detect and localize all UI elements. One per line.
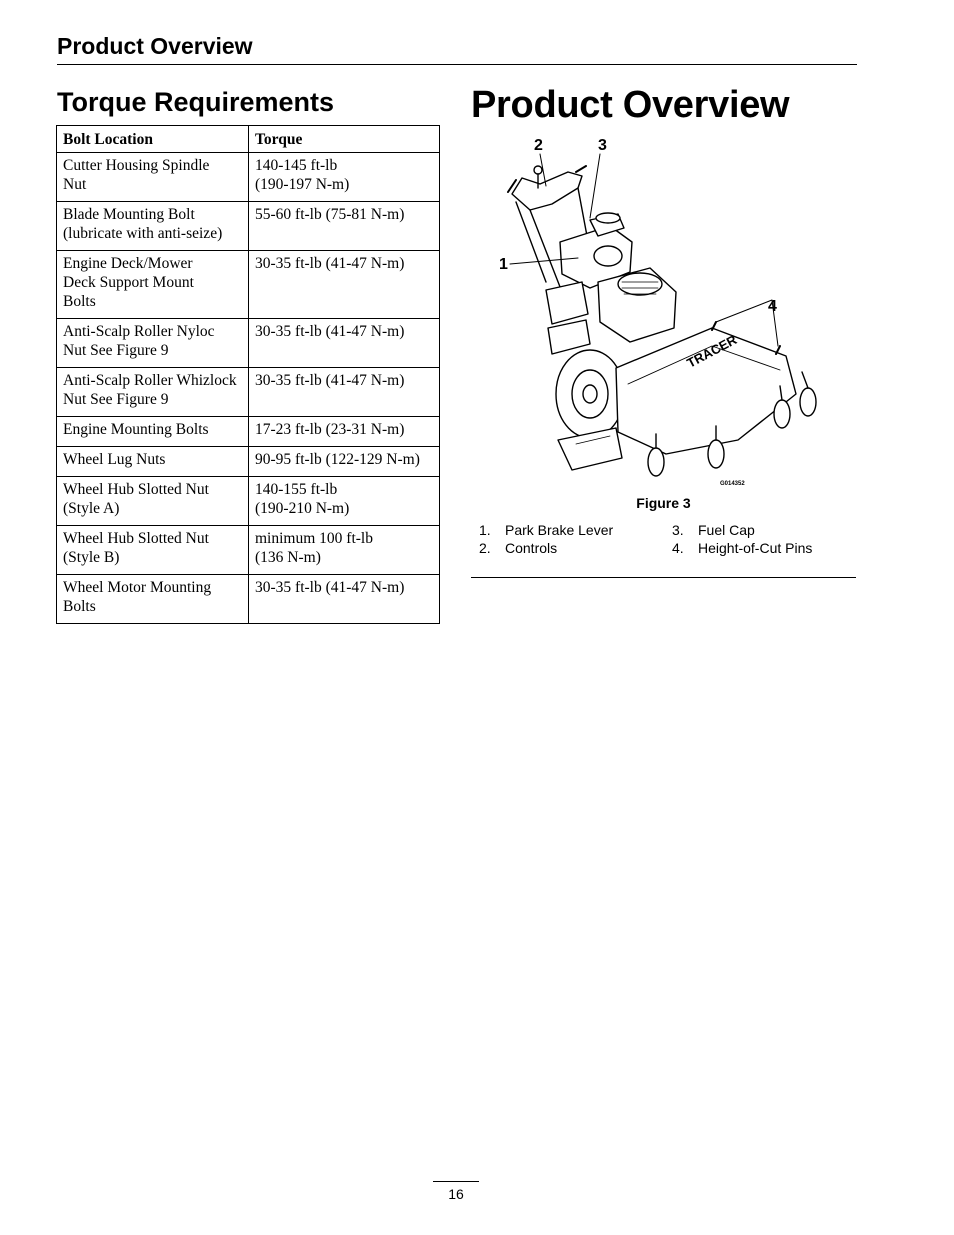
cell-line: Nut See Figure 9 <box>63 342 169 359</box>
product-overview-heading: Product Overview <box>471 84 790 126</box>
page-number: 16 <box>448 1186 464 1202</box>
table-row <box>57 368 440 417</box>
torque-requirements-heading: Torque Requirements <box>57 87 335 117</box>
legend-label-controls: Controls <box>505 540 558 556</box>
callout-2: 2 <box>534 137 543 154</box>
cell-line: 30-35 ft-lb (41-47 N-m) <box>255 579 405 596</box>
torque-table-body <box>57 153 440 624</box>
cell-line: (190-210 N-m) <box>255 500 350 517</box>
table-row <box>57 202 440 251</box>
cell-line: Wheel Hub Slotted Nut <box>63 530 209 547</box>
image-code: G014352 <box>720 481 745 487</box>
header-rule <box>57 64 857 65</box>
cell-line: (Style A) <box>63 500 120 517</box>
figure-rule <box>471 577 856 578</box>
svg-text:TRACER: TRACER <box>684 331 740 371</box>
torque-cell <box>249 526 440 575</box>
cell-line: Engine Mounting Bolts <box>63 421 209 438</box>
cell-line: 30-35 ft-lb (41-47 N-m) <box>255 323 405 340</box>
bolt-location-cell <box>57 368 249 417</box>
cell-line: Blade Mounting Bolt <box>63 206 195 223</box>
cell-line: (lubricate with anti-seize) <box>63 225 223 242</box>
cell-line: 17-23 ft-lb (23-31 N-m) <box>255 421 405 438</box>
cell-line: Bolts <box>63 293 96 310</box>
callout-1: 1 <box>499 256 508 273</box>
cell-line: 140-145 ft-lb <box>255 157 338 174</box>
cell-line: Nut See Figure 9 <box>63 391 169 408</box>
table-header-row <box>57 126 440 153</box>
cell-line: 55-60 ft-lb (75-81 N-m) <box>255 206 405 223</box>
table-row <box>57 526 440 575</box>
bolt-location-cell <box>57 526 249 575</box>
footer-rule <box>433 1181 479 1182</box>
cell-line: (Style B) <box>63 549 120 566</box>
legend-item: 3. Fuel Cap <box>672 522 755 538</box>
legend-label-height-of-cut-pins: Height-of-Cut Pins <box>698 540 813 556</box>
cell-line: Wheel Motor Mounting <box>63 579 212 596</box>
torque-cell <box>249 251 440 319</box>
torque-cell <box>249 477 440 526</box>
table-row <box>57 251 440 319</box>
cell-line: 30-35 ft-lb (41-47 N-m) <box>255 255 405 272</box>
cell-line: (136 N-m) <box>255 549 321 566</box>
torque-cell <box>249 319 440 368</box>
figure-caption: Figure 3 <box>636 495 691 511</box>
table-row <box>57 575 440 624</box>
mower-illustration <box>490 132 840 494</box>
callout-4: 4 <box>768 298 777 315</box>
table-row <box>57 447 440 477</box>
torque-cell <box>249 417 440 447</box>
cell-line: Anti-Scalp Roller Whizlock <box>63 372 237 389</box>
column-header-torque: Torque <box>249 126 440 153</box>
bolt-location-cell <box>57 251 249 319</box>
torque-cell <box>249 575 440 624</box>
torque-cell <box>249 153 440 202</box>
cell-line: Cutter Housing Spindle <box>63 157 210 174</box>
callout-3: 3 <box>598 137 607 154</box>
bolt-location-cell <box>57 417 249 447</box>
bolt-location-cell <box>57 202 249 251</box>
bolt-location-cell <box>57 575 249 624</box>
cell-line: Deck Support Mount <box>63 274 194 291</box>
bolt-location-cell <box>57 153 249 202</box>
cell-line: Wheel Lug Nuts <box>63 451 166 468</box>
bolt-location-cell <box>57 319 249 368</box>
cell-line: 140-155 ft-lb <box>255 481 338 498</box>
cell-line: Nut <box>63 176 87 193</box>
cell-line: Anti-Scalp Roller Nyloc <box>63 323 215 340</box>
column-header-bolt-location: Bolt Location <box>57 126 249 153</box>
torque-cell <box>249 447 440 477</box>
table-row <box>57 477 440 526</box>
legend-item: 2. Controls <box>479 540 558 556</box>
bolt-location-cell <box>57 477 249 526</box>
torque-cell <box>249 368 440 417</box>
cell-line: Bolts <box>63 598 96 615</box>
table-row <box>57 417 440 447</box>
legend-label-park-brake-lever: Park Brake Lever <box>505 522 614 538</box>
legend-label-fuel-cap: Fuel Cap <box>698 522 755 538</box>
cell-line: Engine Deck/Mower <box>63 255 193 272</box>
cell-line: minimum 100 ft-lb <box>255 530 373 547</box>
cell-line: 30-35 ft-lb (41-47 N-m) <box>255 372 405 389</box>
cell-line: Wheel Hub Slotted Nut <box>63 481 209 498</box>
cell-line: 90-95 ft-lb (122-129 N-m) <box>255 451 420 468</box>
legend-item: 1. Park Brake Lever <box>479 522 614 538</box>
bolt-location-cell <box>57 447 249 477</box>
legend-item: 4. Height-of-Cut Pins <box>672 540 813 556</box>
table-row <box>57 319 440 368</box>
torque-cell <box>249 202 440 251</box>
table-row <box>57 153 440 202</box>
cell-line: (190-197 N-m) <box>255 176 350 193</box>
running-header-title: Product Overview <box>57 33 253 59</box>
torque-table <box>56 125 440 624</box>
